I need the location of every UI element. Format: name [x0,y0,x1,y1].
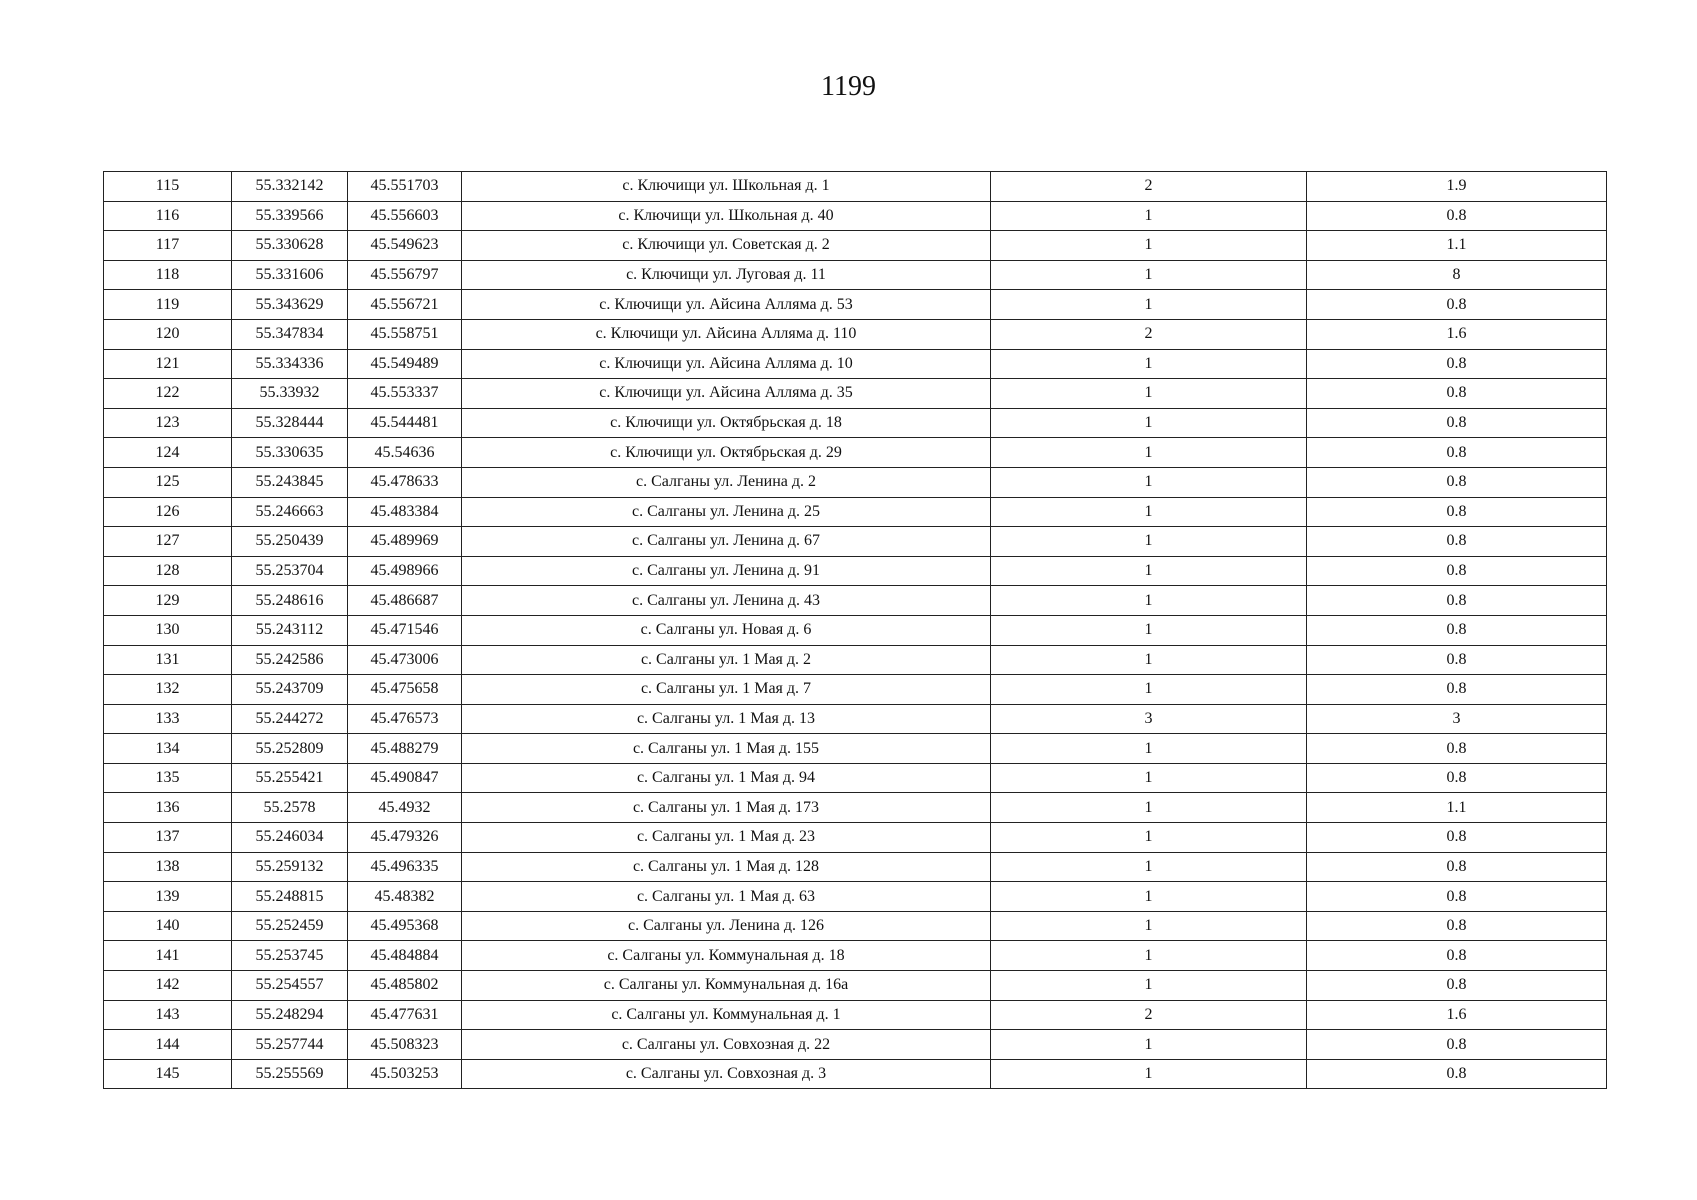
latitude-cell: 55.252809 [232,734,348,764]
address-cell: с. Салганы ул. 1 Мая д. 13 [462,704,991,734]
volume-cell: 0.8 [1307,586,1607,616]
address-cell: с. Салганы ул. Коммунальная д. 16а [462,971,991,1001]
address-cell: с. Салганы ул. 1 Мая д. 94 [462,763,991,793]
count-cell: 1 [991,408,1307,438]
table-row [104,527,1607,557]
table-row [104,349,1607,379]
latitude-cell: 55.246034 [232,823,348,853]
volume-cell: 0.8 [1307,911,1607,941]
longitude-cell: 45.553337 [348,379,462,409]
table-row [104,941,1607,971]
count-cell: 1 [991,911,1307,941]
row-number-cell: 131 [104,645,232,675]
longitude-cell: 45.549623 [348,231,462,261]
volume-cell: 1.1 [1307,231,1607,261]
count-cell: 1 [991,497,1307,527]
address-cell: с. Ключищи ул. Советская д. 2 [462,231,991,261]
count-cell: 1 [991,290,1307,320]
longitude-cell: 45.556721 [348,290,462,320]
row-number-cell: 138 [104,852,232,882]
volume-cell: 0.8 [1307,675,1607,705]
volume-cell: 0.8 [1307,467,1607,497]
volume-cell: 8 [1307,260,1607,290]
row-number-cell: 120 [104,319,232,349]
table-row [104,1059,1607,1089]
address-cell: с. Салганы ул. 1 Мая д. 7 [462,675,991,705]
volume-cell: 0.8 [1307,852,1607,882]
count-cell: 1 [991,438,1307,468]
latitude-cell: 55.242586 [232,645,348,675]
row-number-cell: 124 [104,438,232,468]
count-cell: 1 [991,556,1307,586]
latitude-cell: 55.259132 [232,852,348,882]
longitude-cell: 45.4932 [348,793,462,823]
address-cell: с. Салганы ул. Совхозная д. 22 [462,1030,991,1060]
table-row [104,467,1607,497]
longitude-cell: 45.473006 [348,645,462,675]
longitude-cell: 45.476573 [348,704,462,734]
row-number-cell: 132 [104,675,232,705]
count-cell: 1 [991,231,1307,261]
table-row [104,319,1607,349]
row-number-cell: 144 [104,1030,232,1060]
address-cell: с. Ключищи ул. Октябрьская д. 18 [462,408,991,438]
count-cell: 1 [991,349,1307,379]
table-row [104,497,1607,527]
row-number-cell: 137 [104,823,232,853]
volume-cell: 0.8 [1307,438,1607,468]
table-row [104,911,1607,941]
address-cell: с. Ключищи ул. Айсина Алляма д. 10 [462,349,991,379]
volume-cell: 0.8 [1307,1030,1607,1060]
row-number-cell: 145 [104,1059,232,1089]
volume-cell: 0.8 [1307,527,1607,557]
address-cell: с. Салганы ул. Ленина д. 43 [462,586,991,616]
latitude-cell: 55.254557 [232,971,348,1001]
address-cell: с. Ключищи ул. Школьная д. 40 [462,201,991,231]
table-row [104,172,1607,202]
latitude-cell: 55.257744 [232,1030,348,1060]
latitude-cell: 55.330635 [232,438,348,468]
volume-cell: 0.8 [1307,379,1607,409]
row-number-cell: 142 [104,971,232,1001]
table-row [104,1000,1607,1030]
address-cell: с. Салганы ул. Новая д. 6 [462,615,991,645]
latitude-cell: 55.339566 [232,201,348,231]
count-cell: 1 [991,260,1307,290]
latitude-cell: 55.334336 [232,349,348,379]
row-number-cell: 127 [104,527,232,557]
table-row [104,675,1607,705]
volume-cell: 0.8 [1307,615,1607,645]
table-row [104,882,1607,912]
table-row [104,408,1607,438]
longitude-cell: 45.471546 [348,615,462,645]
table-row [104,201,1607,231]
count-cell: 1 [991,1059,1307,1089]
row-number-cell: 133 [104,704,232,734]
table-row [104,793,1607,823]
address-cell: с. Салганы ул. Коммунальная д. 18 [462,941,991,971]
volume-cell: 0.8 [1307,556,1607,586]
row-number-cell: 122 [104,379,232,409]
latitude-cell: 55.332142 [232,172,348,202]
row-number-cell: 130 [104,615,232,645]
address-cell: с. Салганы ул. 1 Мая д. 23 [462,823,991,853]
address-cell: с. Салганы ул. Коммунальная д. 1 [462,1000,991,1030]
count-cell: 1 [991,793,1307,823]
address-cell: с. Салганы ул. Ленина д. 2 [462,467,991,497]
latitude-cell: 55.250439 [232,527,348,557]
longitude-cell: 45.54636 [348,438,462,468]
latitude-cell: 55.331606 [232,260,348,290]
table-row [104,438,1607,468]
latitude-cell: 55.248616 [232,586,348,616]
longitude-cell: 45.485802 [348,971,462,1001]
row-number-cell: 119 [104,290,232,320]
row-number-cell: 115 [104,172,232,202]
row-number-cell: 125 [104,467,232,497]
table-row [104,823,1607,853]
latitude-cell: 55.252459 [232,911,348,941]
row-number-cell: 118 [104,260,232,290]
count-cell: 1 [991,527,1307,557]
count-cell: 1 [991,882,1307,912]
address-cell: с. Салганы ул. Ленина д. 25 [462,497,991,527]
volume-cell: 0.8 [1307,734,1607,764]
address-cell: с. Ключищи ул. Луговая д. 11 [462,260,991,290]
longitude-cell: 45.495368 [348,911,462,941]
count-cell: 1 [991,645,1307,675]
longitude-cell: 45.556603 [348,201,462,231]
volume-cell: 0.8 [1307,349,1607,379]
table-row [104,260,1607,290]
count-cell: 1 [991,201,1307,231]
volume-cell: 0.8 [1307,408,1607,438]
table-row [104,704,1607,734]
row-number-cell: 141 [104,941,232,971]
longitude-cell: 45.488279 [348,734,462,764]
address-cell: с. Салганы ул. 1 Мая д. 128 [462,852,991,882]
latitude-cell: 55.246663 [232,497,348,527]
address-cell: с. Салганы ул. 1 Мая д. 63 [462,882,991,912]
latitude-cell: 55.343629 [232,290,348,320]
volume-cell: 0.8 [1307,763,1607,793]
count-cell: 1 [991,971,1307,1001]
row-number-cell: 143 [104,1000,232,1030]
count-cell: 1 [991,852,1307,882]
volume-cell: 1.1 [1307,793,1607,823]
latitude-cell: 55.243112 [232,615,348,645]
latitude-cell: 55.347834 [232,319,348,349]
longitude-cell: 45.556797 [348,260,462,290]
longitude-cell: 45.48382 [348,882,462,912]
count-cell: 1 [991,823,1307,853]
longitude-cell: 45.544481 [348,408,462,438]
row-number-cell: 123 [104,408,232,438]
address-cell: с. Ключищи ул. Айсина Алляма д. 35 [462,379,991,409]
latitude-cell: 55.248294 [232,1000,348,1030]
volume-cell: 1.9 [1307,172,1607,202]
latitude-cell: 55.330628 [232,231,348,261]
row-number-cell: 140 [104,911,232,941]
longitude-cell: 45.558751 [348,319,462,349]
table-row [104,734,1607,764]
address-cell: с. Ключищи ул. Айсина Алляма д. 53 [462,290,991,320]
count-cell: 1 [991,941,1307,971]
longitude-cell: 45.486687 [348,586,462,616]
longitude-cell: 45.490847 [348,763,462,793]
page-number: 1199 [821,71,876,102]
table-row [104,645,1607,675]
count-cell: 1 [991,586,1307,616]
count-cell: 3 [991,704,1307,734]
row-number-cell: 134 [104,734,232,764]
longitude-cell: 45.498966 [348,556,462,586]
row-number-cell: 135 [104,763,232,793]
table-row [104,1030,1607,1060]
volume-cell: 0.8 [1307,971,1607,1001]
volume-cell: 0.8 [1307,201,1607,231]
latitude-cell: 55.248815 [232,882,348,912]
volume-cell: 0.8 [1307,645,1607,675]
volume-cell: 0.8 [1307,290,1607,320]
latitude-cell: 55.253704 [232,556,348,586]
table-row [104,615,1607,645]
table-row [104,379,1607,409]
row-number-cell: 136 [104,793,232,823]
latitude-cell: 55.243709 [232,675,348,705]
address-cell: с. Салганы ул. 1 Мая д. 155 [462,734,991,764]
address-cell: с. Салганы ул. 1 Мая д. 173 [462,793,991,823]
count-cell: 1 [991,467,1307,497]
longitude-cell: 45.496335 [348,852,462,882]
address-cell: с. Салганы ул. Совхозная д. 3 [462,1059,991,1089]
longitude-cell: 45.479326 [348,823,462,853]
latitude-cell: 55.255569 [232,1059,348,1089]
latitude-cell: 55.244272 [232,704,348,734]
volume-cell: 0.8 [1307,497,1607,527]
row-number-cell: 117 [104,231,232,261]
volume-cell: 0.8 [1307,882,1607,912]
row-number-cell: 129 [104,586,232,616]
count-cell: 2 [991,172,1307,202]
address-cell: с. Ключищи ул. Октябрьская д. 29 [462,438,991,468]
count-cell: 1 [991,379,1307,409]
longitude-cell: 45.551703 [348,172,462,202]
table-row [104,971,1607,1001]
address-cell: с. Салганы ул. Ленина д. 91 [462,556,991,586]
address-cell: с. Салганы ул. 1 Мая д. 2 [462,645,991,675]
table-row [104,763,1607,793]
volume-cell: 1.6 [1307,1000,1607,1030]
volume-cell: 1.6 [1307,319,1607,349]
count-cell: 1 [991,1030,1307,1060]
longitude-cell: 45.478633 [348,467,462,497]
address-cell: с. Салганы ул. Ленина д. 67 [462,527,991,557]
volume-cell: 3 [1307,704,1607,734]
table-body [104,172,1607,1089]
volume-cell: 0.8 [1307,941,1607,971]
count-cell: 2 [991,319,1307,349]
longitude-cell: 45.508323 [348,1030,462,1060]
count-cell: 1 [991,615,1307,645]
longitude-cell: 45.549489 [348,349,462,379]
count-cell: 1 [991,675,1307,705]
table-row [104,586,1607,616]
longitude-cell: 45.503253 [348,1059,462,1089]
latitude-cell: 55.243845 [232,467,348,497]
data-table [103,171,1607,1089]
row-number-cell: 116 [104,201,232,231]
count-cell: 1 [991,763,1307,793]
latitude-cell: 55.2578 [232,793,348,823]
count-cell: 2 [991,1000,1307,1030]
longitude-cell: 45.475658 [348,675,462,705]
longitude-cell: 45.484884 [348,941,462,971]
latitude-cell: 55.328444 [232,408,348,438]
address-cell: с. Салганы ул. Ленина д. 126 [462,911,991,941]
longitude-cell: 45.477631 [348,1000,462,1030]
row-number-cell: 128 [104,556,232,586]
latitude-cell: 55.253745 [232,941,348,971]
address-cell: с. Ключищи ул. Айсина Алляма д. 110 [462,319,991,349]
latitude-cell: 55.255421 [232,763,348,793]
row-number-cell: 126 [104,497,232,527]
table-row [104,852,1607,882]
longitude-cell: 45.483384 [348,497,462,527]
volume-cell: 0.8 [1307,1059,1607,1089]
row-number-cell: 121 [104,349,232,379]
count-cell: 1 [991,734,1307,764]
volume-cell: 0.8 [1307,823,1607,853]
latitude-cell: 55.33932 [232,379,348,409]
row-number-cell: 139 [104,882,232,912]
table-row [104,290,1607,320]
table-row [104,231,1607,261]
address-cell: с. Ключищи ул. Школьная д. 1 [462,172,991,202]
longitude-cell: 45.489969 [348,527,462,557]
table-row [104,556,1607,586]
